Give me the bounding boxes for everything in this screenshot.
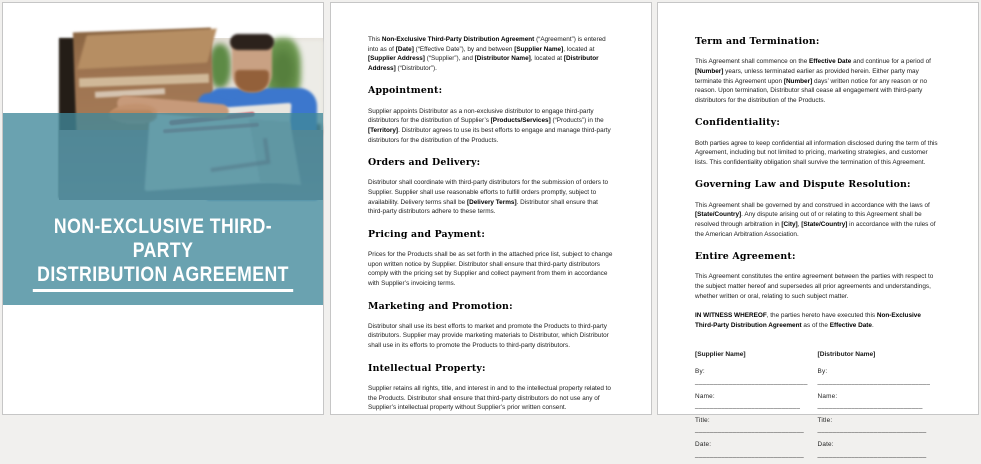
distributor-name-placeholder: [Distributor Name]: [817, 351, 876, 359]
distributor-signature-column: [818, 350, 941, 464]
signature-block: [695, 350, 940, 464]
photo-cardboard-box-top: [77, 29, 216, 70]
section-paragraph-intellectual-property: Supplier retains all rights, title, and interest in and to the intellectual property related to the Products. Distributor shall ensure that third-party distributors do not use any of Supplier’s intellectual property without Supplier’s prior written consent.: [368, 384, 611, 412]
distributor-title-line: Title: _____________________________: [817, 416, 927, 434]
section-paragraph-confidentiality: Both parties agree to keep confidential all information disclosed during the term of this Agreement, including but not limited to pricing, marketing strategies, and customer lists. This confidentiality obligation shall survive the termination of this Agreement.: [695, 139, 938, 166]
page2-content: [331, 3, 651, 413]
document-title-line1: NON-EXCLUSIVE THIRD-PARTY: [53, 215, 273, 262]
section-heading-intellectual-property: Intellectual Property:: [368, 362, 486, 374]
photo-courier-hair: [230, 34, 274, 50]
section-paragraph-orders-and-delivery: Distributor shall coordinate with third-party distributors for the submission of orders to Supplier. Supplier shall use reasonable efforts to fulfill orders promptly, subject to availability. Delivery terms shall be [Delivery Terms]. Distributor shall ensure that third-party distributors adhere to these terms.: [368, 179, 609, 216]
section-heading-orders-and-delivery: Orders and Delivery:: [368, 157, 481, 169]
cover-page[interactable]: [2, 2, 324, 415]
supplier-date-line: Date: _____________________________: [695, 441, 804, 458]
supplier-by-line: By: ______________________________: [695, 368, 808, 385]
section-heading-governing-law: Governing Law and Dispute Resolution:: [695, 179, 911, 191]
section-heading-marketing-and-promotion: Marketing and Promotion:: [368, 300, 513, 312]
distributor-date-line: Date: _____________________________: [817, 441, 927, 458]
distributor-by-line: By: ______________________________: [817, 368, 931, 385]
section-paragraph-term-and-termination: This Agreement shall commence on the Effective Date and continue for a period of [Number] years, unless terminated earlier as provided herein. Either party may terminate this Agreement upon [Number] days’ written notice for any reason or no reason. Upon termination, Distributor shall cease all engagement with third-party distributors for the distribution of the Products.: [695, 58, 931, 104]
intro-paragraph: This Non-Exclusive Third-Party Distribution Agreement (“Agreement”) is entered into as of [Date] (“Effective Date”), by and between [Supplier Name], located at [Supplier Address] (“Supplier”), and [Distributor Name], located at [Distributor Address] (“Distributor”).: [368, 36, 606, 72]
photo-courier-beard: [235, 70, 269, 92]
witness-paragraph: IN WITNESS WHEREOF, the parties hereto have executed this Non-Exclusive Third-Party Distribution Agreement as of the Effective Date.: [695, 312, 921, 329]
section-heading-term-and-termination: Term and Termination:: [695, 36, 820, 47]
section-paragraph-entire-agreement: This Agreement constitutes the entire agreement between the parties with respect to the subject matter hereof and supersedes all prior agreements and understandings, whether written or oral, relating to such subject matter.: [695, 273, 934, 300]
document-title: [29, 215, 298, 292]
section-paragraph-marketing-and-promotion: Distributor shall use its best efforts to market and promote the Products to third-party distributors. Supplier may provide marketing materials to Distributor, which Distributor shall use in its efforts to promote the Products to third-party distributors.: [368, 322, 609, 350]
page3-content: [658, 3, 978, 464]
supplier-title-line: Title: _____________________________: [695, 416, 804, 434]
section-heading-entire-agreement: Entire Agreement:: [695, 251, 796, 263]
agreement-page-2[interactable]: [657, 2, 979, 458]
supplier-name-placeholder: [Supplier Name]: [695, 351, 746, 359]
supplier-name-line: Name: ____________________________: [695, 392, 801, 410]
supplier-signature-column: [695, 350, 818, 464]
section-heading-appointment: Appointment:: [368, 85, 443, 97]
section-paragraph-governing-law: This Agreement shall be governed by and construed in accordance with the laws of [State/Country]. Any dispute arising out of or relating to this Agreement shall be resolved through arbitration in [City], [State/Country] in accordance with the rules of the American Arbitration Association.: [695, 201, 936, 238]
section-heading-pricing-and-payment: Pricing and Payment:: [368, 228, 485, 240]
section-paragraph-appointment: Supplier appoints Distributor as a non-exclusive distributor to engage third-party distributors for the distribution of Supplier’s [Products/Services] (“Products”) in the [Territory]. Distributor agrees to use its best efforts to engage and manage third-party distributors for the distribution of the Products.: [368, 107, 611, 144]
section-paragraph-pricing-and-payment: Prices for the Products shall be as set forth in the attached price list, subject to change upon written notice by Supplier. Distributor shall ensure that third-party distributors comply with the pricing set by Supplier and collect payment from them in accordance with Supplier’s invoicing terms.: [368, 251, 613, 287]
distributor-name-line: Name: ____________________________: [817, 392, 923, 410]
document-title-line2: DISTRIBUTION AGREEMENT: [33, 263, 293, 292]
agreement-page-1[interactable]: [330, 2, 652, 415]
section-heading-confidentiality: Confidentiality:: [695, 117, 780, 129]
